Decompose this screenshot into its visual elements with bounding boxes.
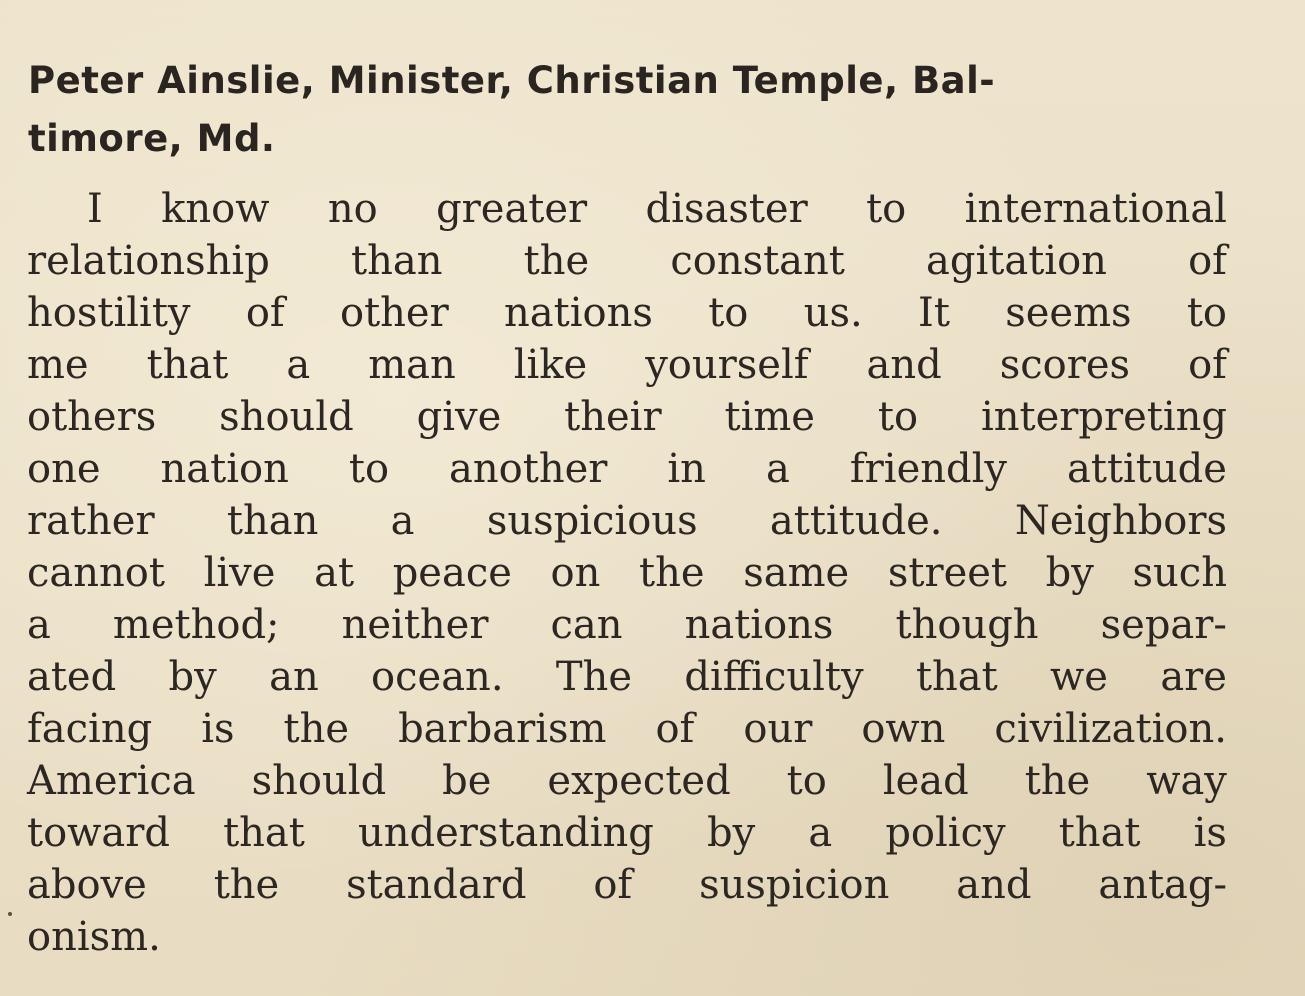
word: that (146, 342, 229, 388)
word: other (340, 290, 449, 336)
heading-line: timore, Md. (28, 117, 276, 160)
word: international (964, 186, 1227, 232)
word: antag- (1098, 862, 1227, 908)
word: suspicion (699, 862, 890, 908)
body-line (27, 287, 1227, 339)
word: It (918, 290, 950, 336)
word: a (765, 446, 790, 492)
word: seems (1005, 290, 1132, 336)
word: live (203, 550, 276, 596)
word: to (348, 446, 390, 492)
word: in (667, 446, 706, 492)
word: the (283, 706, 350, 752)
word: I (87, 186, 103, 232)
word: separ- (1100, 602, 1227, 648)
word: America (27, 758, 196, 804)
word: the (639, 550, 705, 596)
word: relationship (27, 238, 270, 284)
word: way (1146, 758, 1227, 804)
word: by (168, 654, 217, 700)
word: a (808, 810, 833, 856)
word: barbarism (398, 706, 607, 752)
word: to (708, 290, 749, 336)
word: than (351, 238, 443, 284)
word: of (1188, 342, 1227, 388)
word: scores (999, 342, 1131, 388)
word: us. (803, 290, 863, 336)
word: policy (885, 810, 1006, 856)
word: suspicious (486, 498, 698, 544)
word: a (390, 498, 415, 544)
body-line (27, 651, 1227, 703)
word: of (1188, 238, 1227, 284)
word: same (743, 550, 850, 596)
word: hostility (27, 290, 191, 336)
word: others (27, 394, 157, 440)
word: ated (27, 654, 117, 700)
word: our (743, 706, 813, 752)
word: by (707, 810, 756, 856)
word: and (956, 862, 1032, 908)
word: one (27, 446, 101, 492)
word: of (593, 862, 633, 908)
word: should (219, 394, 354, 440)
word: constant (670, 238, 845, 284)
word: at (314, 550, 355, 596)
body-line (27, 235, 1227, 287)
word: nation (160, 446, 289, 492)
word: friendly (849, 446, 1007, 492)
word: such (1132, 550, 1227, 596)
word: the (213, 862, 280, 908)
word: cannot (27, 550, 165, 596)
word: be (442, 758, 492, 804)
word: like (513, 342, 588, 388)
word: to (866, 186, 907, 232)
body-line (27, 859, 1227, 911)
word: method; (112, 602, 280, 648)
word: disaster (645, 186, 808, 232)
word: civilization. (994, 706, 1227, 752)
body-line (27, 547, 1227, 599)
word: nations (504, 290, 653, 336)
word: above (27, 862, 147, 908)
word: ocean. (371, 654, 504, 700)
author-heading (28, 52, 1228, 168)
word: give (416, 394, 502, 440)
word: on (550, 550, 601, 596)
word: street (887, 550, 1007, 596)
word: understanding (357, 810, 654, 856)
word: nations (684, 602, 834, 648)
word: to (877, 394, 919, 440)
word: is (201, 706, 235, 752)
word: expected (547, 758, 731, 804)
word: to (786, 758, 827, 804)
word: Neighbors (1014, 498, 1227, 544)
word: difficulty (684, 654, 864, 700)
word: that (915, 654, 998, 700)
word: the (1024, 758, 1091, 804)
body-line (27, 703, 1227, 755)
word: to (1186, 290, 1227, 336)
body-line (27, 391, 1227, 443)
word: man (368, 342, 456, 388)
word: the (523, 238, 590, 284)
word: their (564, 394, 662, 440)
word: and (866, 342, 942, 388)
body-line (27, 755, 1227, 807)
word: though (895, 602, 1039, 648)
word: that (1058, 810, 1141, 856)
word: facing (27, 706, 153, 752)
word: agitation (926, 238, 1107, 284)
word: peace (392, 550, 512, 596)
word: than (226, 498, 319, 544)
word: that (223, 810, 305, 856)
word: lead (882, 758, 969, 804)
word: attitude (1067, 446, 1227, 492)
word: neither (341, 602, 489, 648)
word: know (161, 186, 270, 232)
word: yourself (645, 342, 809, 388)
word: a (286, 342, 311, 388)
word: own (861, 706, 946, 752)
word: The (555, 654, 632, 700)
body-line (27, 911, 1227, 963)
word: of (245, 290, 285, 336)
word: should (251, 758, 387, 804)
word: interpreting (980, 394, 1227, 440)
print-speck (8, 912, 12, 916)
body-line (27, 599, 1227, 651)
body-line (27, 339, 1227, 391)
body-line (27, 443, 1227, 495)
word: of (655, 706, 695, 752)
word: is (1193, 810, 1227, 856)
quote-body (27, 183, 1227, 963)
word: greater (436, 186, 588, 232)
word: standard (346, 862, 527, 908)
word: an (269, 654, 319, 700)
word: toward (27, 810, 170, 856)
word: time (724, 394, 815, 440)
word: can (550, 602, 623, 648)
word: by (1045, 550, 1094, 596)
body-line (27, 807, 1227, 859)
word: rather (27, 498, 155, 544)
word: we (1050, 654, 1108, 700)
word: another (449, 446, 608, 492)
word: attitude. (769, 498, 943, 544)
heading-line: Peter Ainslie, Minister, Christian Temple, Bal- (28, 59, 996, 102)
word: onism. (27, 914, 161, 960)
word: are (1160, 654, 1227, 700)
word: me (27, 342, 89, 388)
word: no (327, 186, 378, 232)
body-line (27, 495, 1227, 547)
body-line (27, 183, 1227, 235)
word: a (27, 602, 51, 648)
